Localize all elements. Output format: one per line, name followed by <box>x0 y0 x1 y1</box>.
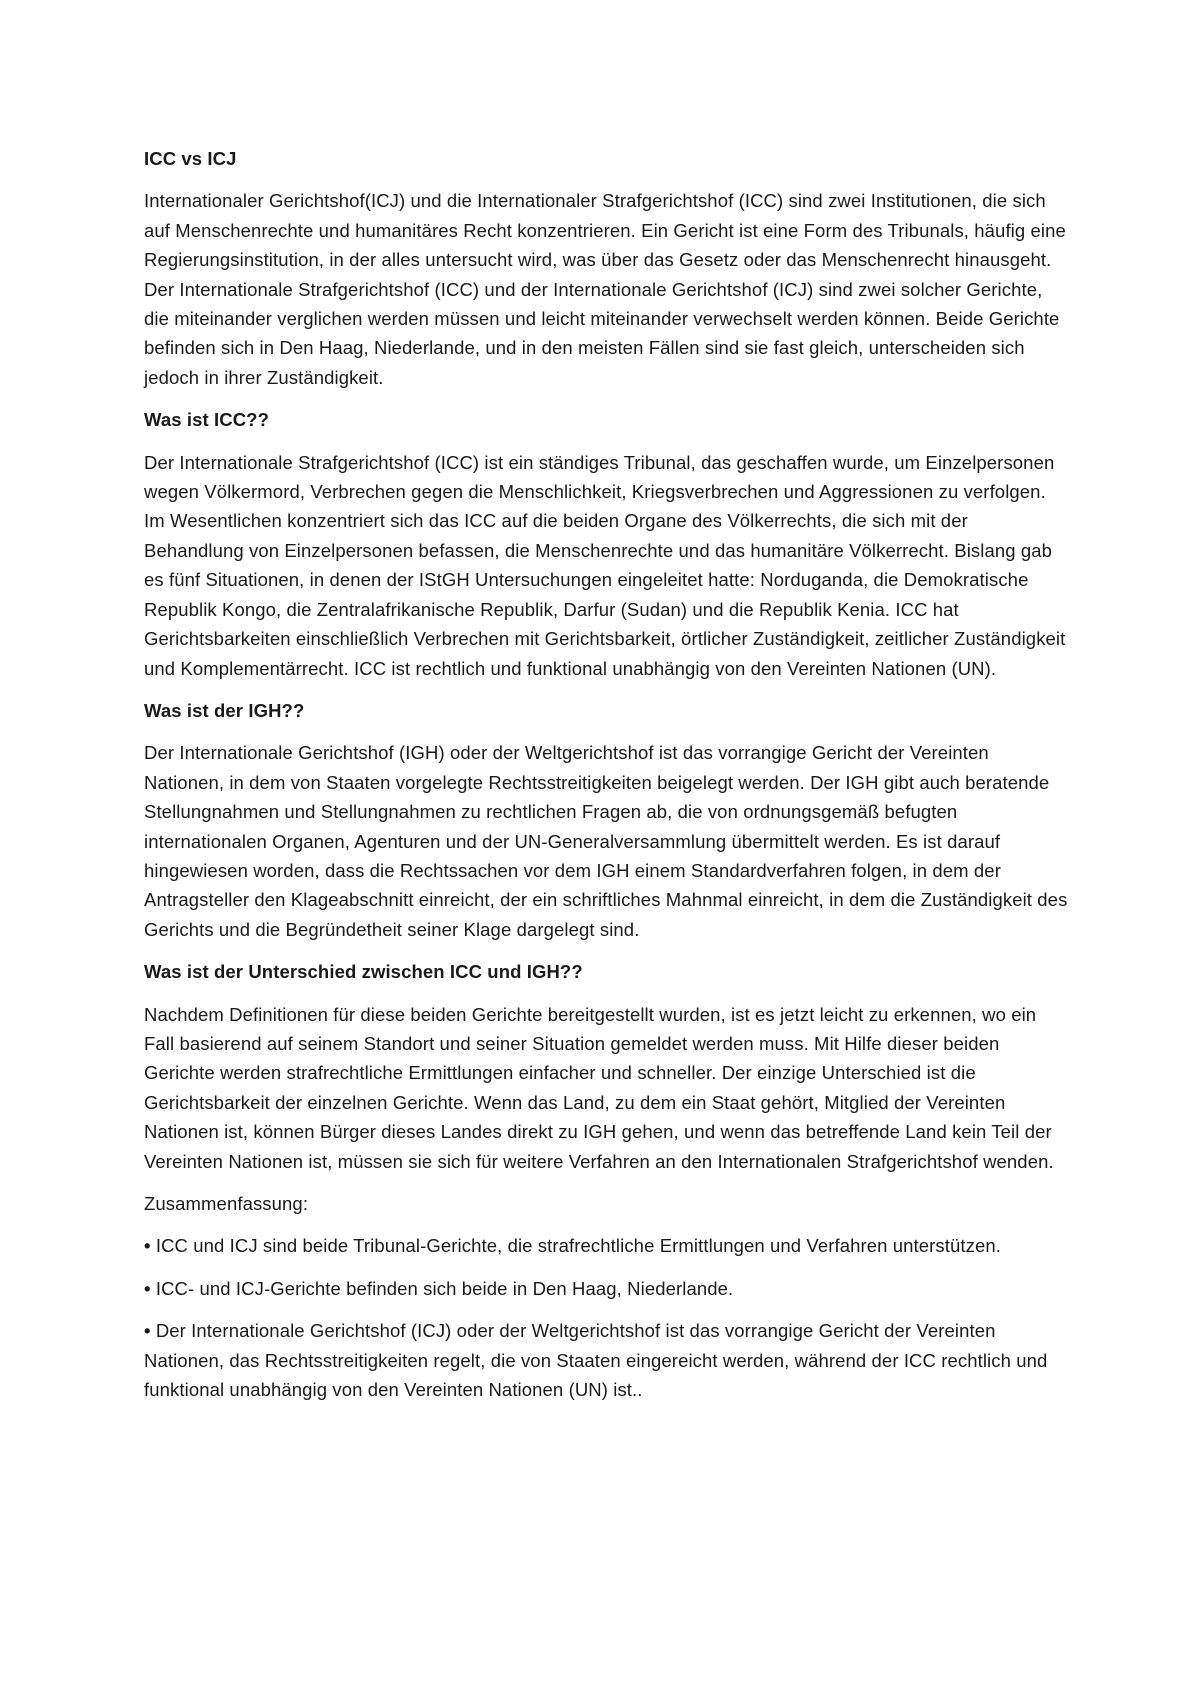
section-heading-difference: Was ist der Unterschied zwischen ICC und IGH?? <box>144 961 583 983</box>
bullet-marker: • <box>144 1235 151 1257</box>
bullet-text: ICC und ICJ sind beide Tribunal-Gerichte, die strafrechtliche Ermittlungen und Verfahren unterstützen. <box>155 1235 1002 1257</box>
summary-bullet-2 <box>144 1274 1068 1303</box>
summary-bullet-1 <box>144 1231 1068 1260</box>
bullet-marker: • <box>144 1320 151 1342</box>
document-body <box>144 144 1068 1417</box>
section-body-igh: Der Internationale Gerichtshof (IGH) oder der Weltgerichtshof ist das vorrangige Gericht der Vereinten Nationen, in dem von Staaten vorgelegte Rechtsstreitigkeiten beigelegt werden. Der IGH gibt auch beratende Stellungnahmen und Stellungnahmen zu rechtlichen Fragen ab, die von ordnungsgemäß befugten internationalen Organen, Agenturen und der UN-Generalversammlung übermittelt werden. Es ist darauf hingewiesen worden, dass die Rechtssachen vor dem IGH einem Standardverfahren folgen, in dem der Antragsteller den Klageabschnitt einreicht, der ein schriftliches Mahnmal einreicht, in dem die Zuständigkeit des Gerichts und die Begründetheit seiner Klage dargelegt sind. <box>144 742 1068 940</box>
summary-label: Zusammenfassung: <box>144 1193 309 1214</box>
bullet-text: Der Internationale Gerichtshof (ICJ) oder der Weltgerichtshof ist das vorrangige Gericht der Vereinten Nationen, das Rechtsstreitigkeiten regelt, die von Staaten eingereicht werden, während der ICC rechtlich und funktional unabhängig von den Vereinten Nationen (UN) ist.. <box>144 1320 1048 1401</box>
section-heading-igh: Was ist der IGH?? <box>144 699 305 721</box>
summary-bullet-3 <box>144 1316 1068 1404</box>
section-body-icc: Der Internationale Strafgerichtshof (ICC) ist ein ständiges Tribunal, das geschaffen wurde, um Einzelpersonen wegen Völkermord, Verbrechen gegen die Menschlichkeit, Kriegsverbrechen und Aggressionen zu verfolgen. Im Wesentlichen konzentriert sich das ICC auf die beiden Organe des Völkerrechts, die sich mit der Behandlung von Einzelpersonen befassen, die Menschenrechte und das humanitäre Völkerrecht. Bislang gab es fünf Situationen, in denen der IStGH Untersuchungen eingeleitet hatte: Norduganda, die Demokratische Republik Kongo, die Zentralafrikanische Republik, Darfur (Sudan) und die Republik Kenia. ICC hat Gerichtsbarkeiten einschließlich Verbrechen mit Gerichtsbarkeit, örtlicher Zuständigkeit, zeitlicher Zuständigkeit und Komplementärrecht. ICC ist rechtlich und funktional unabhängig von den Vereinten Nationen (UN). <box>144 451 1066 679</box>
section-body-difference: Nachdem Definitionen für diese beiden Gerichte bereitgestellt wurden, ist es jetzt leicht zu erkennen, wo ein Fall basierend auf seinem Standort und seiner Situation gemeldet werden muss. Mit Hilfe dieser beiden Gerichte werden strafrechtliche Ermittlungen einfacher und schneller. Der einzige Unterschied ist die Gerichtsbarkeit der einzelnen Gerichte. Wenn das Land, zu dem ein Staat gehört, Mitglied der Vereinten Nationen ist, können Bürger dieses Landes direkt zu IGH gehen, und wenn das betreffende Land kein Teil der Vereinten Nationen ist, müssen sie sich für weitere Verfahren an den Internationalen Strafgerichtshof wenden. <box>144 1003 1054 1172</box>
section-heading-icc: Was ist ICC?? <box>144 409 269 431</box>
bullet-text: ICC- und ICJ-Gerichte befinden sich beide in Den Haag, Niederlande. <box>155 1277 734 1299</box>
bullet-marker: • <box>144 1277 151 1299</box>
intro-paragraph: Internationaler Gerichtshof(ICJ) und die Internationaler Strafgerichtshof (ICC) sind zwei Institutionen, die sich auf Menschenrechte und humanitäres Recht konzentrieren. Ein Gericht ist eine Form des Tribunals, häufig eine Regierungsinstitution, in der alles untersucht wird, was über das Gesetz oder das Menschenrecht hinausgeht. Der Internationale Strafgerichtshof (ICC) und der Internationale Gerichtshof (ICJ) sind zwei solcher Gerichte, die miteinander verglichen werden müssen und leicht miteinander verwechselt werden können. Beide Gerichte befinden sich in Den Haag, Niederlande, und in den meisten Fällen sind sie fast gleich, unterscheiden sich jedoch in ihrer Zuständigkeit. <box>144 190 1066 388</box>
document-title: ICC vs ICJ <box>144 148 237 169</box>
